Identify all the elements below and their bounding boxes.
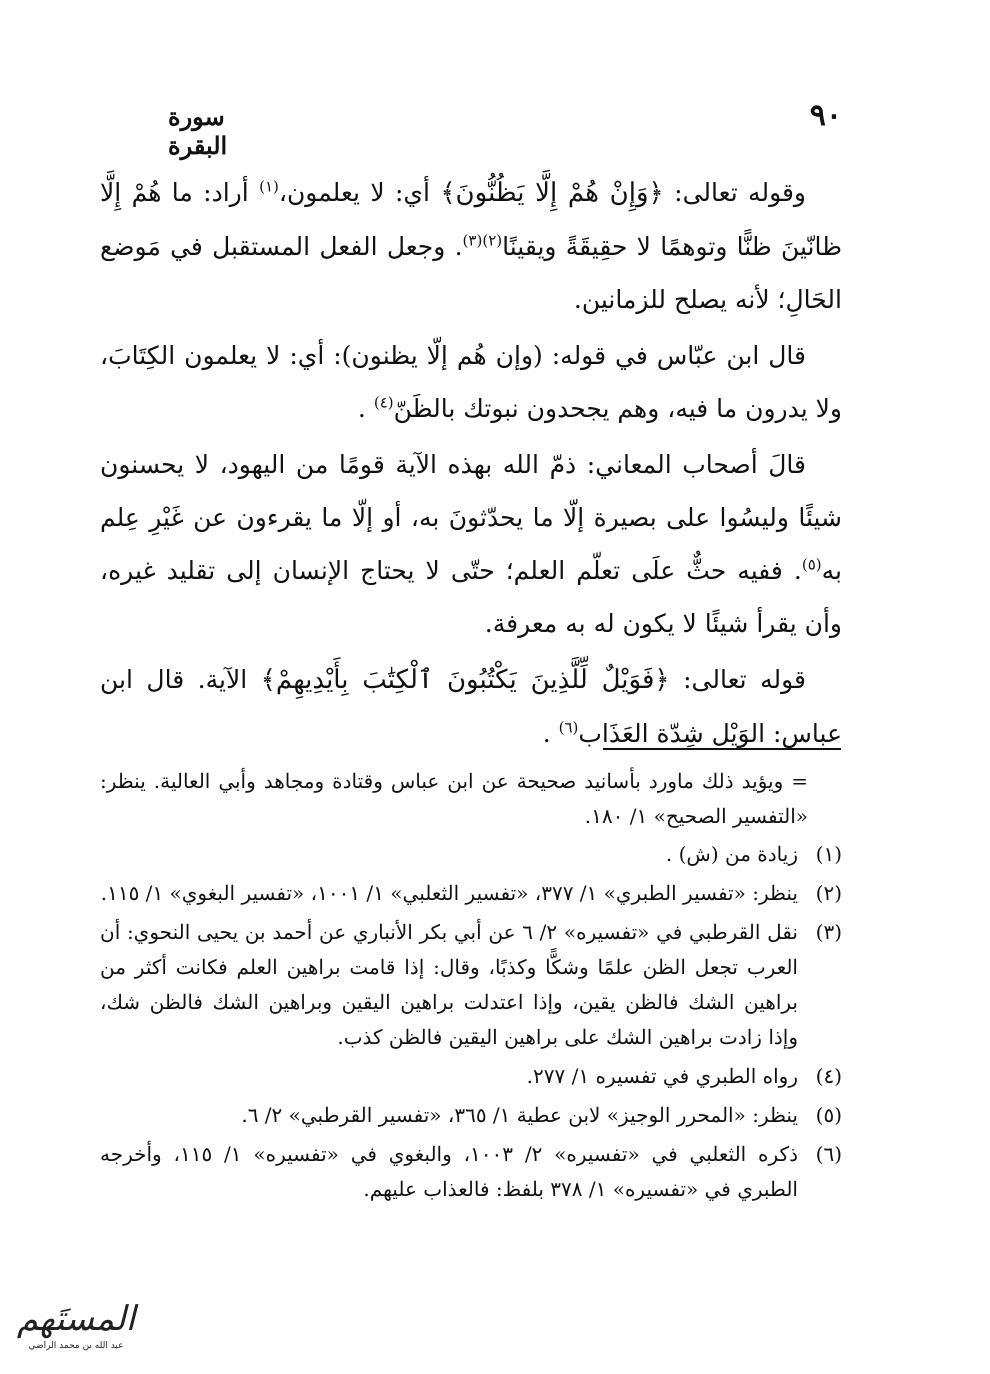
publisher-logo (10, 1290, 142, 1354)
footnote-ref: (١) (259, 177, 279, 196)
quran-verse: ﴿وَإِنْ هُمْ إِلَّا يَظُنُّونَ﴾ (440, 178, 664, 208)
paragraph-4: قوله تعالى: ﴿فَوَيْلٌ لِّلَّذِينَ يَكْتُبُونَ ٱلْكِتَٰبَ بِأَيْدِيهِمْ﴾ الآية. قال ابن عباس: الوَيْل شِدّة العَذَاب$^{(٦)}$ . (100, 665, 842, 748)
logo-subtext: عبد الله بن محمد الراضي (28, 1341, 124, 1351)
footnote-number: (١) (815, 842, 842, 866)
page-number: ٩٠ (809, 98, 842, 133)
footnote-ref: (٦) (558, 718, 579, 737)
footnote-number: (٤) (815, 1064, 842, 1088)
footnote-item (100, 876, 842, 911)
surah-name: سورة البقرة (168, 102, 228, 160)
logo-text: المستَهم (16, 1299, 136, 1339)
footnote-item (100, 1137, 842, 1207)
footnote-number: (٥) (815, 1103, 842, 1127)
footnotes (100, 764, 842, 1211)
main-text (100, 166, 842, 763)
footnote-text: زيادة من (ش) . (665, 842, 798, 866)
footnote-divider (603, 748, 841, 750)
footnote-text: ينظر: «المحرر الوجيز» لابن عطية ١/ ٣٦٥، «تفسير القرطبي» ٢/ ٦. (241, 1103, 798, 1127)
footnote-item (100, 837, 842, 872)
footnote-item (100, 1098, 842, 1133)
footnote-item (100, 1059, 842, 1094)
footnote-item (100, 915, 842, 1055)
paragraph-2: قال ابن عبّاس في قوله: (وإن هُم إلّا يظنون): أي: لا يعلمون الكِتَابَ، ولا يدرون ما فيه، وهم يجحدون نبوتك بالظَنّ$^{(٤)}$ . (100, 341, 842, 423)
footnote-ref: (٤) (373, 393, 394, 412)
footnote-number: (٣) (815, 920, 842, 944)
quran-verse: ﴿فَوَيْلٌ لِّلَّذِينَ يَكْتُبُونَ ٱلْكِتَٰبَ بِأَيْدِيهِمْ﴾ (260, 665, 670, 695)
footnote-ref: (٢)(٣) (462, 231, 503, 250)
footnote-ref: (٥) (801, 555, 822, 574)
footnote-text: نقل القرطبي في «تفسيره» ٢/ ٦ عن أبي بكر الأنباري عن أحمد بن يحيى النحوي: أن العرب تجعل الظن علمًا وشكًّا وكذبًا، وقال: إذا قامت براهين العلم فكانت أكثر من براهين الشك فالظن يقين، وإذا اعتدلت براهين اليقين وبراهين الشك فالظن شك، وإذا زادت براهين الشك على براهين اليقين فالظن كذب. (100, 920, 798, 1049)
paragraph-3: قالَ أصحاب المعاني: ذمّ الله بهذه الآية قومًا من اليهود، لا يحسنون شيئًا وليسُوا على بصيرة إلّا ما يحدّثونَ به، أو إلّا ما يقرءون عن غَيْرِ عِلم به$^{(٥)}$. ففيه حثٌّ علَى تعلّم العلم؛ حتّى لا يحتاج الإنسان إلى تقليد غيره، وأن يقرأ شيئًا لا يكون له به معرفة. (100, 450, 842, 638)
footnote-text: رواه الطبري في تفسيره ١/ ٢٧٧. (526, 1064, 798, 1088)
footnote-text: ذكره الثعلبي في «تفسيره» ٢/ ١٠٠٣، والبغوي في «تفسيره» ١/ ١١٥، وأخرجه الطبري في «تفسيره» ١/ ٣٧٨ بلفظ: فالعذاب عليهم. (100, 1142, 798, 1201)
footnote-continuation: = ويؤيد ذلك ماورد بأسانيد صحيحة عن ابن عباس وقتادة ومجاهد وأبي العالية. ينظر: «التفسير الصحيح» ١/ ١٨٠. (100, 769, 808, 828)
page-header (0, 98, 990, 160)
footnote-number: (٦) (815, 1142, 842, 1166)
paragraph-1: وقوله تعالى: ﴿وَإِنْ هُمْ إِلَّا يَظُنُّونَ﴾ أي: لا يعلمون،$^{(١)}$ أراد: ما هُمْ إِلَّا ظانّينَ ظنًّا وتوهمًا لا حقِيقَةً ويقينًا$^{(٢)(٣)}$. وجعل الفعل المستقبل في مَوضع الحَالِ؛ لأنه يصلح للزمانين. (100, 177, 842, 314)
footnote-number: (٢) (815, 881, 842, 905)
footnote-text: ينظر: «تفسير الطبري» ١/ ٣٧٧، «تفسير الثعلبي» ١/ ١٠٠١، «تفسير البغوي» ١/ ١١٥. (100, 881, 798, 905)
